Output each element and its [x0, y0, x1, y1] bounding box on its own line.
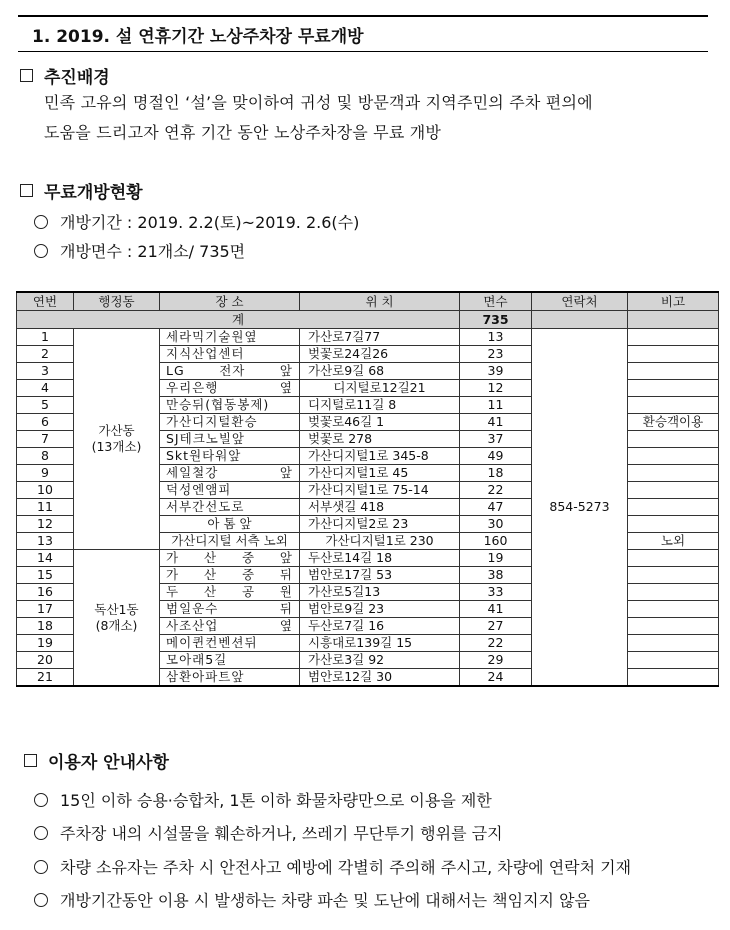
row-number: 7 — [17, 431, 74, 448]
bullet-spaces — [34, 239, 245, 262]
note-cell — [628, 380, 719, 397]
total-row — [17, 311, 719, 329]
bullet-text: 주차장 내의 시설물을 훼손하거나, 쓰레기 무단투기 행위를 금지 — [60, 824, 503, 843]
note-cell — [628, 465, 719, 482]
row-number: 2 — [17, 346, 74, 363]
note-cell — [628, 669, 719, 687]
place-cell: 가산디지털 서측 노외 — [160, 533, 300, 550]
title-bar — [18, 15, 708, 52]
note-cell — [628, 431, 719, 448]
header-location: 위 치 — [300, 292, 460, 311]
count-cell: 27 — [460, 618, 532, 635]
place-cell: SJ테크노빌앞 — [160, 431, 300, 448]
dong-cell — [74, 550, 160, 687]
location-cell: 가산로7길77 — [300, 329, 460, 346]
location-cell: 디지털로12길21 — [300, 380, 460, 397]
header-place: 장 소 — [160, 292, 300, 311]
total-label: 계 — [17, 311, 460, 329]
location-cell: 가산디지털1로 230 — [300, 533, 460, 550]
note-cell — [628, 397, 719, 414]
checkbox-square-icon — [20, 69, 33, 82]
note-cell — [628, 346, 719, 363]
count-cell: 30 — [460, 516, 532, 533]
location-cell: 범안로12길 30 — [300, 669, 460, 687]
header-note: 비고 — [628, 292, 719, 311]
note-cell — [628, 652, 719, 669]
location-cell: 두산로7길 16 — [300, 618, 460, 635]
place-cell: 삼환아파트앞 — [160, 669, 300, 687]
note-cell — [628, 363, 719, 380]
section-heading-guide — [24, 748, 169, 773]
location-cell: 가산로3길 92 — [300, 652, 460, 669]
guide-bullet — [34, 788, 492, 811]
note-cell — [628, 550, 719, 567]
bullet-text: 개방기간동안 이용 시 발생하는 차량 파손 및 도난에 대해서는 책임지지 않음 — [60, 891, 590, 910]
note-cell: 노외 — [628, 533, 719, 550]
section-heading-text: 추진배경 — [44, 68, 110, 88]
note-cell — [628, 584, 719, 601]
background-paragraph — [44, 88, 593, 148]
count-cell: 11 — [460, 397, 532, 414]
header-count: 면수 — [460, 292, 532, 311]
count-cell: 19 — [460, 550, 532, 567]
count-cell: 160 — [460, 533, 532, 550]
place-cell: 서부간선도로 — [160, 499, 300, 516]
place-cell: 가산디지털환승 — [160, 414, 300, 431]
guide-bullet — [34, 888, 590, 911]
note-cell — [628, 499, 719, 516]
circle-bullet-icon — [34, 793, 48, 807]
row-number: 1 — [17, 329, 74, 346]
dong-count: (8개소) — [95, 617, 138, 633]
note-cell — [628, 618, 719, 635]
paragraph-line: 민족 고유의 명절인 ‘설’을 맞이하여 귀성 및 방문객과 지역주민의 주차 편의에 — [44, 93, 593, 112]
section-heading-text: 무료개방현황 — [44, 183, 143, 203]
row-number: 6 — [17, 414, 74, 431]
count-cell: 22 — [460, 482, 532, 499]
place-cell: 아 톰 앞 — [160, 516, 300, 533]
place-cell: 두 산 공 원 — [160, 584, 300, 601]
bullet-text: 15인 이하 승용·승합차, 1톤 이하 화물차량만으로 이용을 제한 — [60, 791, 492, 810]
location-cell: 서부샛길 418 — [300, 499, 460, 516]
row-number: 3 — [17, 363, 74, 380]
place-cell: 세라믹기술원옆 — [160, 329, 300, 346]
section-heading-text: 이용자 안내사항 — [48, 753, 169, 773]
dong-cell — [74, 329, 160, 550]
checkbox-square-icon — [24, 754, 37, 767]
dong-name: 독산1동 — [94, 601, 139, 617]
guide-bullet — [34, 821, 503, 844]
checkbox-square-icon — [20, 184, 33, 197]
contact-cell: 854-5273 — [532, 329, 628, 687]
place-cell: 메이퀸컨벤션뒤 — [160, 635, 300, 652]
row-number: 11 — [17, 499, 74, 516]
place-cell: 범일운수 뒤 — [160, 601, 300, 618]
count-cell: 47 — [460, 499, 532, 516]
place-cell: 덕성엔앰피 — [160, 482, 300, 499]
paragraph-line: 도움을 드리고자 연휴 기간 동안 노상주차장을 무료 개방 — [44, 123, 442, 142]
note-cell — [628, 516, 719, 533]
place-cell: 가 산 중 앞 — [160, 550, 300, 567]
total-count: 735 — [460, 311, 532, 329]
table-header-row — [17, 292, 719, 311]
bullet-text: 차량 소유자는 주차 시 안전사고 예방에 각별히 주의해 주시고, 차량에 연락처 기재 — [60, 858, 632, 877]
note-cell — [628, 635, 719, 652]
note-cell — [628, 482, 719, 499]
header-contact: 연락처 — [532, 292, 628, 311]
row-number: 14 — [17, 550, 74, 567]
total-contact-cell — [532, 311, 628, 329]
guide-bullet — [34, 855, 631, 878]
location-cell: 가산디지털1로 345-8 — [300, 448, 460, 465]
place-cell: LG 전자 앞 — [160, 363, 300, 380]
location-cell: 가산디지털1로 45 — [300, 465, 460, 482]
parking-table — [16, 291, 719, 687]
count-cell: 38 — [460, 567, 532, 584]
place-cell: 만승뒤(협동봉제) — [160, 397, 300, 414]
count-cell: 13 — [460, 329, 532, 346]
circle-bullet-icon — [34, 244, 48, 258]
place-cell: 세일철강 앞 — [160, 465, 300, 482]
note-cell: 환승객이용 — [628, 414, 719, 431]
location-cell: 가산디지털1로 75-14 — [300, 482, 460, 499]
circle-bullet-icon — [34, 860, 48, 874]
circle-bullet-icon — [34, 215, 48, 229]
bullet-text: 개방기간 : 2019. 2.2(토)~2019. 2.6(수) — [60, 213, 360, 232]
section-heading-status — [20, 178, 143, 203]
note-cell — [628, 448, 719, 465]
count-cell: 18 — [460, 465, 532, 482]
row-number: 5 — [17, 397, 74, 414]
total-note-cell — [628, 311, 719, 329]
place-cell: 우리은행 옆 — [160, 380, 300, 397]
row-number: 20 — [17, 652, 74, 669]
location-cell: 가산로9길 68 — [300, 363, 460, 380]
row-number: 19 — [17, 635, 74, 652]
row-number: 17 — [17, 601, 74, 618]
row-number: 13 — [17, 533, 74, 550]
place-cell: 가 산 중 뒤 — [160, 567, 300, 584]
count-cell: 41 — [460, 601, 532, 618]
row-number: 10 — [17, 482, 74, 499]
count-cell: 33 — [460, 584, 532, 601]
location-cell: 시흥대로139길 15 — [300, 635, 460, 652]
count-cell: 22 — [460, 635, 532, 652]
place-cell: 지식산업센터 — [160, 346, 300, 363]
row-number: 21 — [17, 669, 74, 687]
count-cell: 23 — [460, 346, 532, 363]
location-cell: 범안로9길 23 — [300, 601, 460, 618]
count-cell: 12 — [460, 380, 532, 397]
note-cell — [628, 567, 719, 584]
header-no: 연번 — [17, 292, 74, 311]
bullet-text: 개방면수 : 21개소/ 735면 — [60, 242, 246, 261]
count-cell: 37 — [460, 431, 532, 448]
row-number: 18 — [17, 618, 74, 635]
circle-bullet-icon — [34, 826, 48, 840]
note-cell — [628, 601, 719, 618]
location-cell: 벚꽃로24길26 — [300, 346, 460, 363]
location-cell: 디지털로11길 8 — [300, 397, 460, 414]
bullet-period — [34, 210, 359, 233]
place-cell: 모아래5길 — [160, 652, 300, 669]
row-number: 4 — [17, 380, 74, 397]
location-cell: 벚꽃로 278 — [300, 431, 460, 448]
row-number: 8 — [17, 448, 74, 465]
count-cell: 24 — [460, 669, 532, 687]
place-cell: 사조산업 옆 — [160, 618, 300, 635]
row-number: 12 — [17, 516, 74, 533]
location-cell: 가산로5길13 — [300, 584, 460, 601]
place-cell: Skt원타워앞 — [160, 448, 300, 465]
header-dong: 행정동 — [74, 292, 160, 311]
count-cell: 49 — [460, 448, 532, 465]
location-cell: 두산로14길 18 — [300, 550, 460, 567]
count-cell: 39 — [460, 363, 532, 380]
count-cell: 29 — [460, 652, 532, 669]
dong-name: 가산동 — [98, 423, 135, 438]
row-number: 15 — [17, 567, 74, 584]
note-cell — [628, 329, 719, 346]
location-cell: 범안로17길 53 — [300, 567, 460, 584]
table-row — [17, 329, 719, 346]
location-cell: 가산디지털2로 23 — [300, 516, 460, 533]
row-number: 16 — [17, 584, 74, 601]
count-cell: 41 — [460, 414, 532, 431]
document-title: 1. 2019. 설 연휴기간 노상주차장 무료개방 — [32, 27, 364, 47]
location-cell: 벚꽃로46길 1 — [300, 414, 460, 431]
row-number: 9 — [17, 465, 74, 482]
dong-count: (13개소) — [91, 439, 142, 454]
section-heading-background — [20, 63, 110, 88]
circle-bullet-icon — [34, 893, 48, 907]
